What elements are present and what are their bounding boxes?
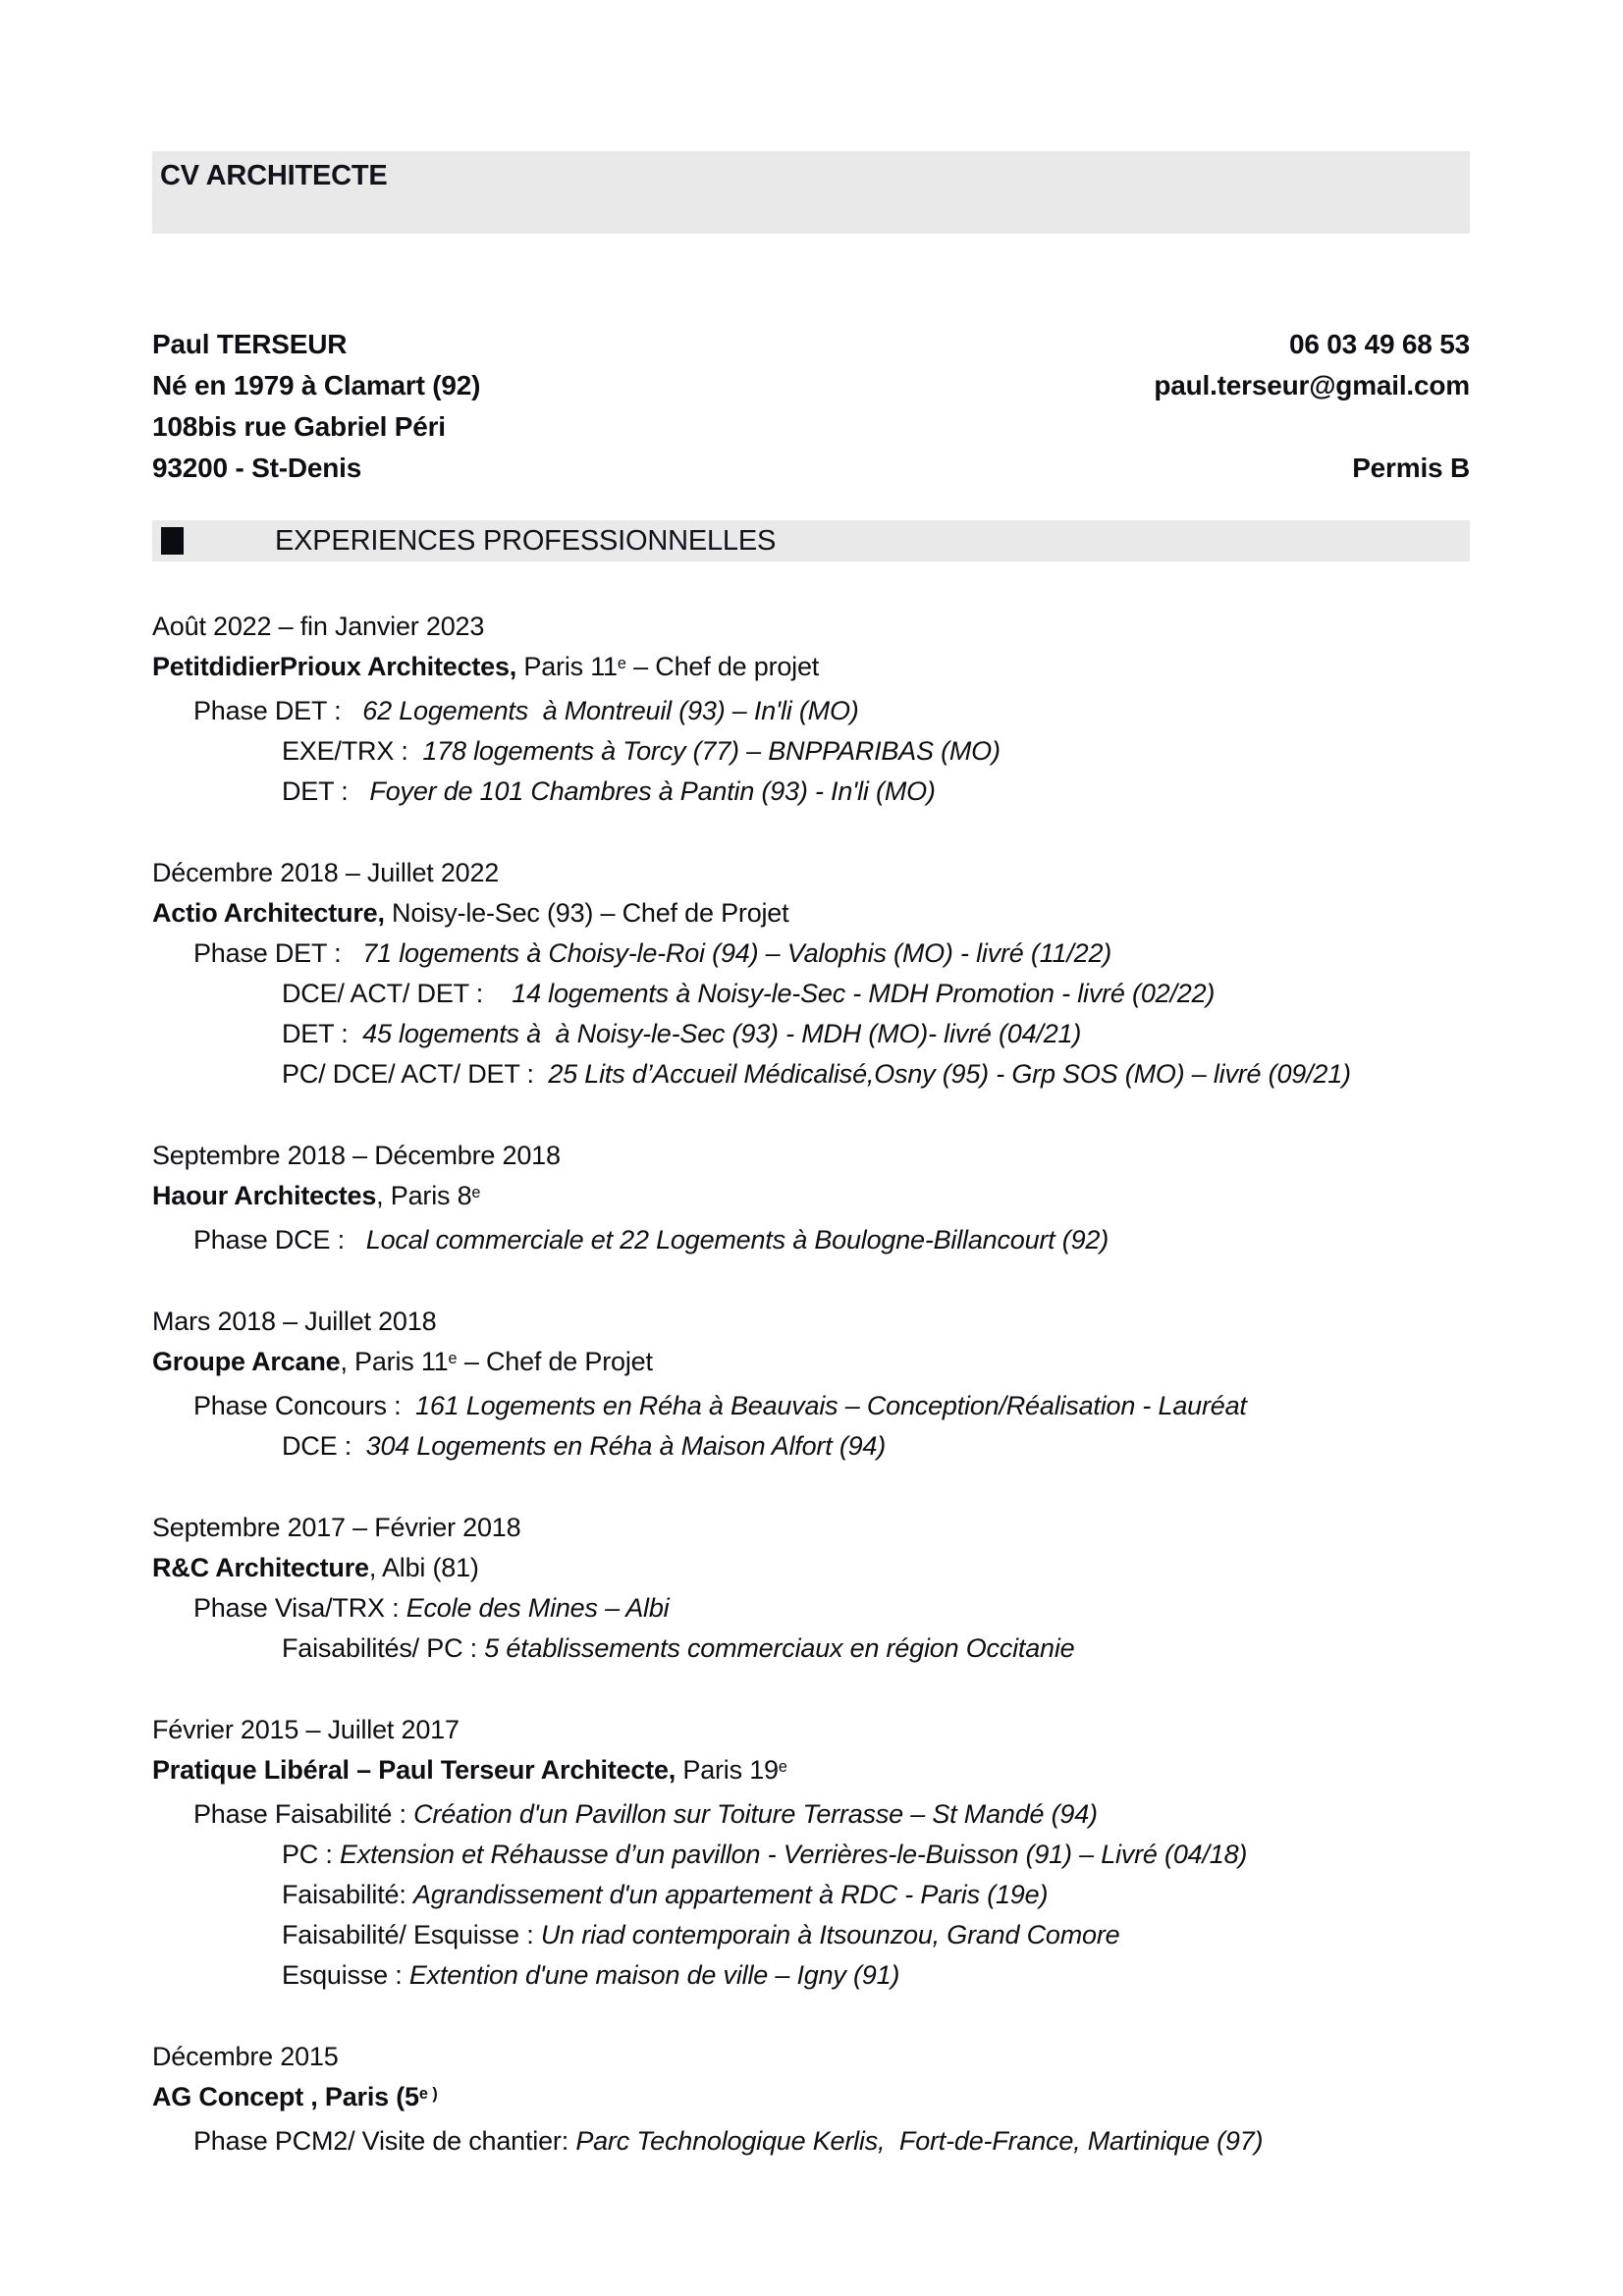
phase-line bbox=[152, 1588, 1505, 1629]
phase-label: Phase Visa/TRX : bbox=[193, 1593, 406, 1623]
company-text: Noisy-le-Sec (93) – Chef de Projet bbox=[384, 898, 789, 928]
phase-line bbox=[152, 772, 1505, 812]
contact-block bbox=[152, 324, 1470, 489]
project-text: 25 Lits d’Accueil Médicalisé,Osny (95) - Grp SOS (MO) – livré (09/21) bbox=[548, 1059, 1351, 1089]
entry-company bbox=[152, 893, 1505, 934]
phase-label: Faisabilité/ Esquisse : bbox=[282, 1920, 541, 1949]
phase-label: DCE : bbox=[282, 1431, 366, 1461]
phase-label: DCE/ ACT/ DET : bbox=[282, 979, 513, 1008]
phase-label: Phase DCE : bbox=[193, 1225, 366, 1255]
phase-label: Phase PCM2/ Visite de chantier: bbox=[193, 2126, 576, 2156]
company-text: Paris 11 bbox=[516, 652, 618, 681]
contact-row bbox=[152, 324, 1470, 365]
entry-company bbox=[152, 2077, 1505, 2121]
project-text: 304 Logements en Réha à Maison Alfort (94) bbox=[365, 1431, 887, 1461]
contact-row bbox=[152, 365, 1470, 406]
project-text: Création d'un Pavillon sur Toiture Terrasse – St Mandé (94) bbox=[413, 1799, 1098, 1829]
company-text: PetitdidierPrioux Architectes, bbox=[152, 652, 517, 681]
phase-line bbox=[152, 934, 1505, 974]
contact-left-text: 93200 - St-Denis bbox=[152, 453, 362, 483]
document-title-bar bbox=[152, 151, 1470, 234]
black-square-icon bbox=[161, 527, 184, 555]
company-text: – Chef de projet bbox=[625, 652, 820, 681]
section-header-bar bbox=[152, 520, 1470, 561]
company-text: – Chef de Projet bbox=[457, 1347, 653, 1376]
project-text: Extention d'une maison de ville – Igny (91) bbox=[408, 1960, 900, 1990]
project-text: 62 Logements à Montreuil (93) – In'li (MO) bbox=[362, 696, 859, 725]
phase-line bbox=[152, 691, 1505, 731]
phase-line bbox=[152, 1629, 1505, 1669]
contact-right-text: paul.terseur@gmail.com bbox=[1154, 370, 1470, 400]
project-text: 14 logements à Noisy-le-Sec - MDH Promotion - livré (02/22) bbox=[512, 979, 1216, 1008]
project-text: 45 logements à à Noisy-le-Sec (93) - MDH (MO)- livré (04/21) bbox=[362, 1019, 1082, 1048]
phase-label: Phase DET : bbox=[193, 938, 363, 968]
project-text: 178 logements à Torcy (77) – BNPPARIBAS (MO) bbox=[422, 736, 1001, 766]
experience-entry bbox=[152, 1508, 1505, 1669]
project-text: Foyer de 101 Chambres à Pantin (93) - In'li (MO) bbox=[369, 776, 936, 806]
experience-entry bbox=[152, 1302, 1505, 1467]
experience-entry bbox=[152, 1136, 1505, 1260]
company-text: R&C Architecture bbox=[152, 1553, 369, 1582]
entry-date: Décembre 2018 – Juillet 2022 bbox=[152, 858, 500, 887]
company-superscript: e bbox=[778, 1757, 787, 1776]
experience-entries bbox=[152, 607, 1505, 2162]
company-text: , Paris 11 bbox=[340, 1347, 449, 1376]
phase-line bbox=[152, 731, 1505, 772]
phase-label: PC : bbox=[282, 1840, 341, 1869]
contact-row bbox=[152, 448, 1470, 489]
entry-date: Février 2015 – Juillet 2017 bbox=[152, 1715, 460, 1744]
company-text: , Albi (81) bbox=[368, 1553, 479, 1582]
entry-company bbox=[152, 1342, 1505, 1386]
entry-date: Septembre 2018 – Décembre 2018 bbox=[152, 1141, 561, 1170]
project-text: Un riad contemporain à Itsounzou, Grand Comore bbox=[540, 1920, 1120, 1949]
entry-date: Août 2022 – fin Janvier 2023 bbox=[152, 612, 485, 641]
experience-entry bbox=[152, 2037, 1505, 2162]
project-text: 71 logements à Choisy-le-Roi (94) – Valophis (MO) - livré (11/22) bbox=[362, 938, 1112, 968]
entry-company bbox=[152, 647, 1505, 691]
contact-right-text: 06 03 49 68 53 bbox=[1288, 329, 1470, 359]
phase-line bbox=[152, 1014, 1505, 1054]
phase-line bbox=[152, 1875, 1505, 1915]
company-text: Paris 19 bbox=[676, 1755, 779, 1785]
company-text: Groupe Arcane bbox=[152, 1347, 341, 1376]
phase-line bbox=[152, 2121, 1505, 2162]
project-text: Extension et Réhausse d’un pavillon - Verrières-le-Buisson (91) – Livré (04/18) bbox=[340, 1840, 1248, 1869]
contact-left-text: 108bis rue Gabriel Péri bbox=[152, 411, 446, 442]
entry-company bbox=[152, 1176, 1505, 1220]
phase-line bbox=[152, 1220, 1505, 1260]
phase-line bbox=[152, 1794, 1505, 1835]
project-text: 161 Logements en Réha à Beauvais – Conception/Réalisation - Lauréat bbox=[415, 1391, 1247, 1420]
project-text: Parc Technologique Kerlis, Fort-de-France, Martinique (97) bbox=[575, 2126, 1264, 2156]
contact-right-text: Permis B bbox=[1352, 453, 1470, 483]
phase-line bbox=[152, 1835, 1505, 1875]
company-text: Actio Architecture, bbox=[152, 898, 385, 928]
entry-date: Septembre 2017 – Février 2018 bbox=[152, 1513, 521, 1542]
section-title: EXPERIENCES PROFESSIONNELLES bbox=[275, 524, 777, 557]
phase-label: Faisabilité: bbox=[282, 1880, 413, 1909]
company-text: Haour Architectes bbox=[152, 1181, 377, 1210]
phase-line bbox=[152, 1426, 1505, 1467]
experience-entry bbox=[152, 607, 1505, 812]
entry-date: Mars 2018 – Juillet 2018 bbox=[152, 1307, 437, 1336]
phase-line bbox=[152, 1054, 1505, 1095]
document-title: CV ARCHITECTE bbox=[160, 160, 388, 191]
company-text: , Paris 8 bbox=[376, 1181, 472, 1210]
entry-company bbox=[152, 1548, 1505, 1588]
phase-label: Faisabilités/ PC : bbox=[282, 1633, 485, 1663]
entry-company bbox=[152, 1750, 1505, 1794]
phase-line bbox=[152, 974, 1505, 1014]
company-superscript: e bbox=[617, 654, 626, 672]
company-text: AG Concept , Paris (5 bbox=[152, 2082, 419, 2111]
company-text: Pratique Libéral – Paul Terseur Architecte, bbox=[152, 1755, 676, 1785]
phase-label: Phase Faisabilité : bbox=[193, 1799, 414, 1829]
phase-label: PC/ DCE/ ACT/ DET : bbox=[282, 1059, 549, 1089]
phase-label: Phase DET : bbox=[193, 696, 363, 725]
company-superscript: e bbox=[448, 1349, 458, 1367]
phase-label: Esquisse : bbox=[282, 1960, 409, 1990]
entry-date: Décembre 2015 bbox=[152, 2042, 339, 2071]
experience-entry bbox=[152, 853, 1505, 1095]
company-superscript: e ) bbox=[418, 2084, 438, 2103]
phase-label: EXE/TRX : bbox=[282, 736, 423, 766]
phase-line bbox=[152, 1915, 1505, 1955]
phase-line bbox=[152, 1386, 1505, 1426]
phase-label: Phase Concours : bbox=[193, 1391, 416, 1420]
phase-line bbox=[152, 1955, 1505, 1996]
phase-label: DET : bbox=[282, 1019, 363, 1048]
experience-entry bbox=[152, 1710, 1505, 1996]
project-text: Local commerciale et 22 Logements à Boulogne-Billancourt (92) bbox=[365, 1225, 1109, 1255]
phase-label: DET : bbox=[282, 776, 370, 806]
project-text: 5 établissements commerciaux en région Occitanie bbox=[484, 1633, 1075, 1663]
project-text: Agrandissement d'un appartement à RDC - Paris (19e) bbox=[412, 1880, 1049, 1909]
contact-row bbox=[152, 406, 1470, 448]
contact-left-text: Paul TERSEUR bbox=[152, 329, 348, 359]
company-superscript: e bbox=[471, 1183, 481, 1201]
contact-left-text: Né en 1979 à Clamart (92) bbox=[152, 370, 481, 400]
project-text: Ecole des Mines – Albi bbox=[406, 1593, 670, 1623]
